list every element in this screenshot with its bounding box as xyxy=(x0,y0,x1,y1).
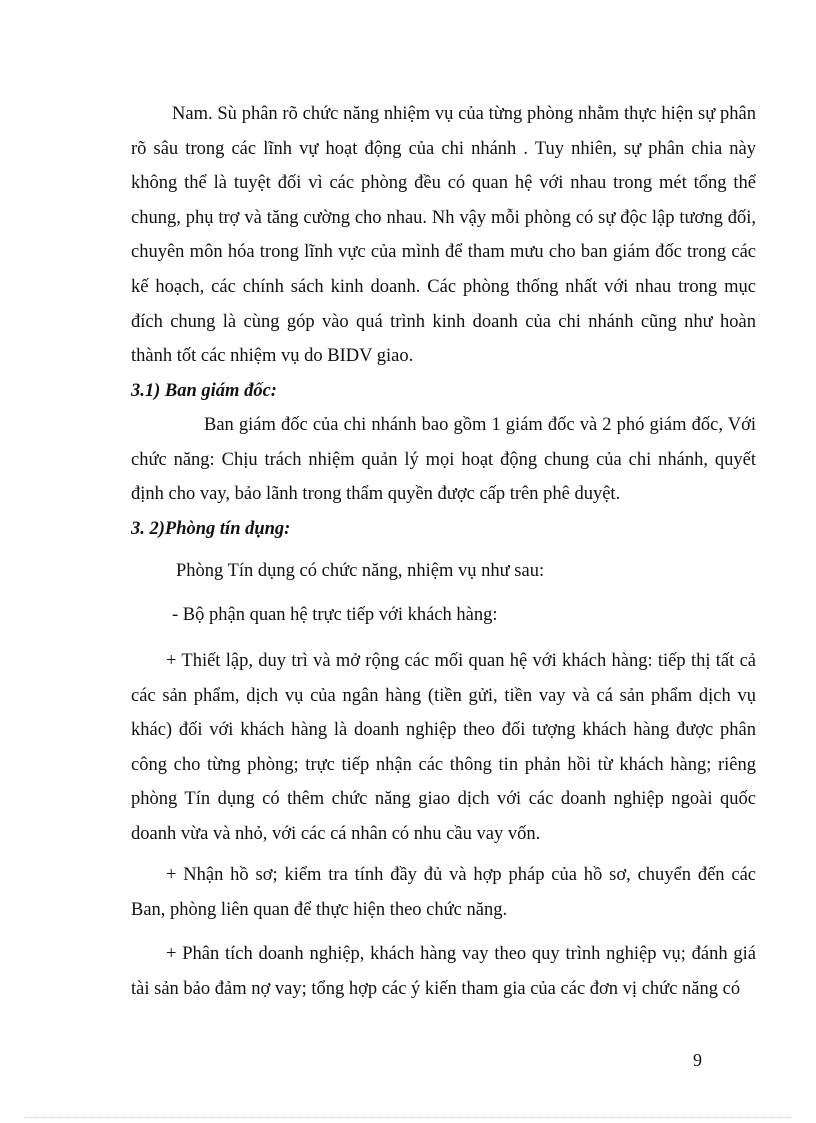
intro-paragraph: Nam. Sù phân rõ chức năng nhiệm vụ của từng phòng nhằm thực hiện sự phân rõ sâu trong các lĩnh vự hoạt động của chi nhánh . Tuy nhiên, sự phân chia này không thể là tuyệt đối vì các phòng đều có quan hệ với nhau trong mét tổng thể chung, phụ trợ và tăng cường cho nhau. Nh vậy mỗi phòng có sự độc lập tương đối, chuyên môn hóa trong lĩnh vực của mình để tham mưu cho ban giám đốc trong các kế hoạch, các chính sách kinh doanh. Các phòng thống nhất với nhau trong mục đích chung là cùng góp vào quá trình kinh doanh của chi nhánh cũng như hoàn thành tốt các nhiệm vụ do BIDV giao. xyxy=(131,104,756,367)
heading-credit-department: 3. 2)Phòng tín dụng: xyxy=(131,519,291,539)
heading-board-of-directors: 3.1) Ban giám đốc: xyxy=(131,381,277,401)
bullet-paragraph-1: + Thiết lập, duy trì và mở rộng các mối quan hệ với khách hàng: tiếp thị tất cả các sản phẩm, dịch vụ của ngân hàng (tiền gửi, tiền vay và cá sản phẩm dịch vụ khác) đối với khách hàng là doanh nghiệp theo đối tượng khách hàng được phân công cho từng phòng; trực tiếp nhận các thông tin phản hồi từ khách hàng; riêng phòng Tín dụng có thêm chức năng giao dịch với các doanh nghiệp ngoài quốc doanh vừa và nhỏ, với các cá nhân có nhu cầu vay vốn. xyxy=(131,651,756,844)
bullet-paragraph-3: + Phân tích doanh nghiệp, khách hàng vay theo quy trình nghiệp vụ; đánh giá tài sản bảo đảm nợ vay; tổng hợp các ý kiến tham gia của các đơn vị chức năng có xyxy=(131,944,756,999)
credit-customer-relations-line: - Bộ phận quan hệ trực tiếp với khách hàng: xyxy=(172,605,498,625)
board-description-paragraph: Ban giám đốc của chi nhánh bao gồm 1 giám đốc và 2 phó giám đốc, Với chức năng: Chịu trách nhiệm quản lý mọi hoạt động chung của chi nhánh, quyết định cho vay, bảo lãnh trong thẩm quyền được cấp trên phê duyệt. xyxy=(131,415,756,505)
page-number: 9 xyxy=(693,1050,702,1070)
credit-intro-paragraph: Phòng Tín dụng có chức năng, nhiệm vụ như sau: xyxy=(176,561,545,581)
page-bottom-divider xyxy=(24,1117,792,1118)
bullet-paragraph-2: + Nhận hồ sơ; kiểm tra tính đầy đủ và hợp pháp của hồ sơ, chuyển đến các Ban, phòng liên quan để thực hiện theo chức năng. xyxy=(131,865,756,920)
